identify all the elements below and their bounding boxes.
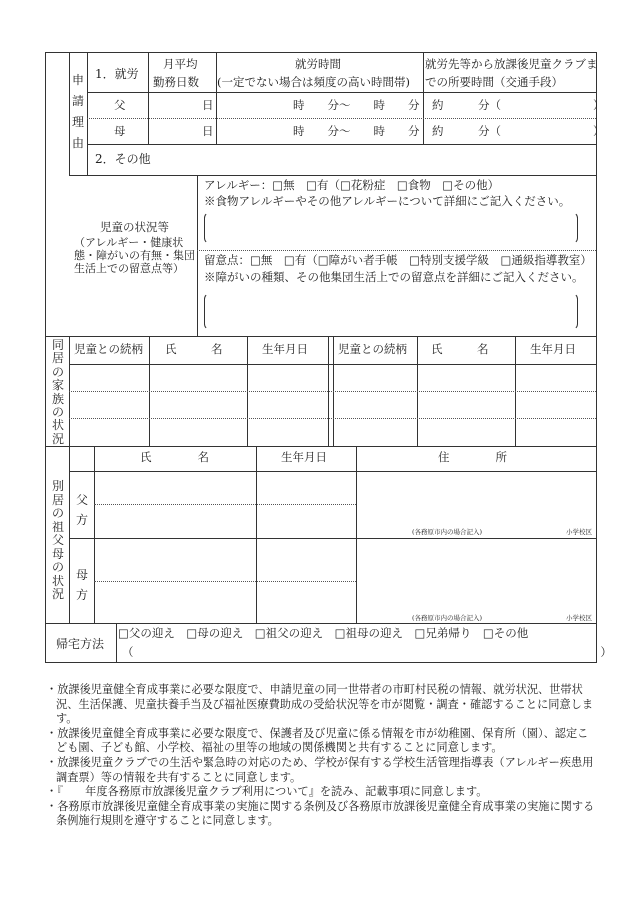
- family-col-relation-2: 児童との続柄: [338, 342, 407, 356]
- consent-note-2: ・放課後児童健全育成事業に必要な限度で、保護者及び児童に係る情報を市が幼稚園、保育所（園）、認定こども園、子ども館、小学校、福祉の里等の地域の関係機関と共有することに同意します。: [46, 726, 589, 755]
- frame-top: [45, 52, 597, 53]
- allergy-note: ※食物アレルギーやその他アレルギーについて詳細にご記入ください。: [204, 194, 571, 208]
- mother-label: 母: [114, 124, 126, 138]
- mother-side-label: 母方: [75, 568, 88, 602]
- grandparents-label: 別居の祖父母の状況: [51, 479, 64, 601]
- hours-header-1: 就労時間: [295, 57, 341, 71]
- sec1-row1: [87, 92, 596, 93]
- father-city-note: (各務原市内の場合記入): [412, 528, 483, 536]
- caution-note: ※障がいの種類、その他集団生活上での留意点を詳細にご記入ください。: [204, 270, 584, 284]
- father-label: 父: [114, 98, 126, 112]
- application-reason-label: 申請理由: [71, 73, 84, 150]
- other-label: 2．その他: [95, 152, 151, 166]
- father-hours: 時 分〜 時 分: [293, 98, 420, 112]
- family-col-birth-1: 生年月日: [262, 342, 308, 356]
- family-col-birth-2: 生年月日: [530, 342, 576, 356]
- sec1-label-col: [87, 52, 88, 175]
- father-commute: 約 分（ ）: [432, 98, 605, 112]
- commute-header-1: 就労先等から放課後児童クラブま: [425, 57, 598, 71]
- child-status-sub: （アレルギー・健康状態・障がいの有無・集団生活上での留意点等）: [74, 236, 195, 275]
- family-col-name-1: 氏 名: [165, 342, 223, 356]
- family-col-name-2: 氏 名: [431, 342, 489, 356]
- consent-notes: [46, 683, 596, 829]
- sec2-mid: [197, 250, 596, 251]
- gp-col-birth: 生年月日: [281, 450, 327, 464]
- sec4-mid: [69, 538, 596, 539]
- sec1-row4: [69, 175, 596, 176]
- avg-days-label-2: 勤務日数: [153, 75, 199, 89]
- frame-bottom: [45, 662, 597, 663]
- sec4-f-mid: [94, 504, 356, 505]
- sec4-name-col: [256, 446, 257, 623]
- mother-commute: 約 分（ ）: [432, 124, 605, 138]
- sec3-r2: [69, 418, 596, 419]
- father-days: 日: [202, 98, 214, 112]
- return-other-field[interactable]: （ ）: [122, 645, 611, 659]
- sec4-birth-col: [356, 446, 357, 623]
- father-side-label: 父方: [75, 493, 88, 527]
- sec1-row2: [87, 118, 596, 119]
- gp-col-name: 氏 名: [140, 450, 209, 464]
- sec3-r1: [69, 391, 596, 392]
- consent-note-3: ・放課後児童クラブでの生活や緊急時の対応のため、学校が保有する学校生活管理指導表（アレルギー疾患用調査票）等の情報を共有することに同意します。: [46, 755, 594, 784]
- child-status-label: 児童の状況等: [100, 220, 169, 234]
- avg-days-label-1: 月平均: [163, 57, 198, 71]
- consent-note-5: ・各務原市放課後児童健全育成事業の実施に関する条例及び各務原市放課後児童健全育成事業の実施に関する条例施行規則を遵守することに同意します。: [46, 799, 595, 828]
- family-col-relation-1: 児童との続柄: [74, 342, 143, 356]
- sec4-label-col: [69, 446, 70, 623]
- sec1-left-col: [69, 52, 70, 175]
- family-label: 同居の家族の状況: [51, 338, 64, 446]
- consent-note-1: ・放課後児童健全育成事業に必要な限度で、申請児童の同一世帯者の市町村民税の情報、就労状況、世帯状況、生活保護、児童扶養手当及び福祉医療費助成の受給状況等を市が閲覧・調査・確認することに同意します。: [46, 683, 594, 726]
- consent-note-4: ・『 年度各務原市放課後児童クラブ利用について』を読み、記載事項に同意します。: [46, 785, 488, 799]
- sec1-row3: [87, 144, 596, 145]
- sec1-col-a: [148, 52, 149, 144]
- gp-col-address: 住 所: [438, 450, 507, 464]
- sec3-bottom: [45, 446, 597, 447]
- mother-hours: 時 分〜 時 分: [293, 124, 420, 138]
- sec4-head: [69, 471, 596, 472]
- frame-right: [596, 52, 597, 663]
- sec5-label-col: [116, 623, 117, 663]
- commute-header-2: での所要時間（交通手段）: [425, 75, 563, 89]
- caution-line[interactable]: 留意点：□無 □有（□障がい者手帳 □特別支援学級 □通級指導教室）: [204, 253, 592, 267]
- frame-left: [45, 52, 46, 663]
- mother-school-district: 小学校区: [566, 614, 592, 622]
- sec4-bottom: [45, 623, 597, 624]
- mother-days: 日: [202, 124, 214, 138]
- sec1-col-b: [216, 52, 217, 144]
- return-options[interactable]: □父の迎え □母の迎え □祖父の迎え □祖母の迎え □兄弟帰り □その他: [118, 626, 529, 640]
- allergy-detail-field[interactable]: [204, 212, 578, 244]
- mother-city-note: (各務原市内の場合記入): [412, 614, 483, 622]
- return-label: 帰宅方法: [56, 637, 105, 651]
- sec4-side-col: [94, 446, 95, 623]
- sec3-head: [69, 364, 596, 365]
- sec1-col-c: [423, 52, 424, 144]
- caution-detail-field[interactable]: [204, 293, 578, 330]
- father-school-district: 小学校区: [566, 528, 592, 536]
- sec2-divider: [197, 175, 198, 336]
- sec4-m-mid: [94, 581, 356, 582]
- allergy-line[interactable]: アレルギー：□無 □有（□花粉症 □食物 □その他）: [204, 178, 500, 192]
- work-label: 1．就労: [95, 67, 139, 81]
- hours-header-2: (一定でない場合は頻度の高い時間帯): [217, 75, 410, 89]
